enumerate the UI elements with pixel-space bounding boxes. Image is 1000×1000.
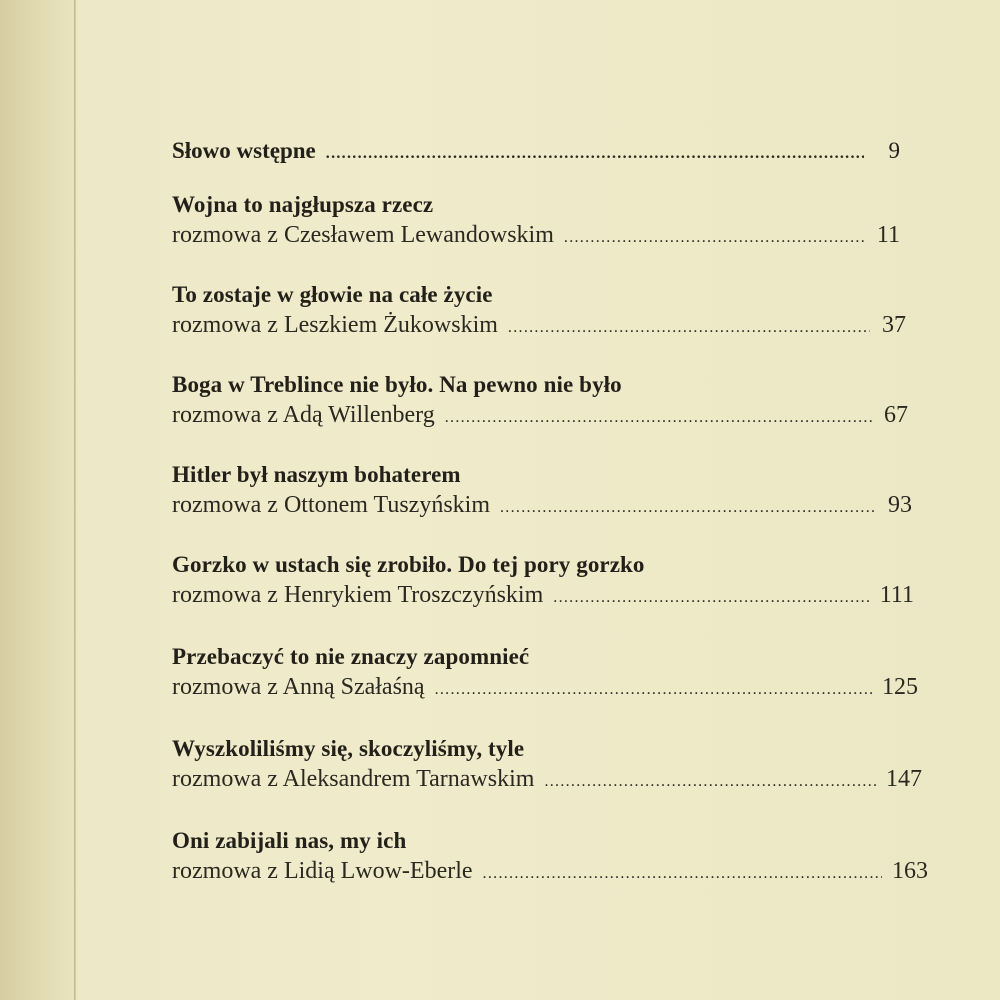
toc-entry — [172, 826, 928, 886]
toc-entry-line — [172, 400, 908, 430]
toc-entry-title: Wyszkoliliśmy się, skoczyliśmy, tyle — [172, 736, 525, 761]
toc-entry-page: 11 — [876, 222, 900, 248]
table-of-contents — [172, 134, 932, 884]
toc-entry-line — [172, 856, 928, 886]
toc-intro-line — [172, 136, 900, 166]
toc-entry-subtitle: rozmowa z Leszkiem Żukowskim — [172, 312, 498, 338]
toc-entry-subtitle: rozmowa z Anną Szałaśną — [172, 674, 425, 700]
toc-intro-title: Słowo wstępne — [172, 138, 316, 163]
leader-dots — [564, 223, 864, 253]
toc-intro-page: 9 — [888, 138, 900, 163]
toc-entry-line — [172, 220, 900, 250]
leader-dots — [544, 767, 876, 797]
toc-entry-subtitle: rozmowa z Adą Willenberg — [172, 402, 435, 428]
page-gutter — [0, 0, 76, 1000]
toc-entry-subtitle: rozmowa z Lidią Lwow-Eberle — [172, 858, 473, 884]
toc-entry-intro — [172, 136, 932, 166]
toc-entry — [172, 280, 906, 340]
leader-dots — [326, 139, 864, 169]
leader-dots — [508, 313, 870, 343]
toc-entry — [172, 370, 908, 430]
toc-entry-title: Oni zabijali nas, my ich — [172, 828, 407, 853]
toc-entry-title: Gorzko w ustach się zrobiło. Do tej pory gorzko — [172, 552, 645, 577]
toc-entry-title: Boga w Treblince nie było. Na pewno nie było — [172, 372, 622, 397]
toc-entry-line — [172, 764, 922, 794]
toc-entry-page: 67 — [884, 402, 908, 428]
toc-entry-line — [172, 490, 912, 520]
toc-entry-line — [172, 672, 918, 702]
toc-entry — [172, 460, 912, 520]
toc-entry — [172, 190, 900, 250]
toc-entry-page: 147 — [886, 766, 922, 792]
page-fold — [74, 0, 76, 1000]
toc-entry-title: Przebaczyć to nie znaczy zapomnieć — [172, 644, 530, 669]
toc-entry — [172, 734, 922, 794]
toc-entry-page: 125 — [882, 674, 918, 700]
toc-entry-title: To zostaje w głowie na całe życie — [172, 282, 493, 307]
toc-entry-page: 111 — [879, 582, 914, 608]
toc-entry-page: 93 — [888, 492, 912, 518]
toc-entry — [172, 642, 918, 702]
toc-entry-title: Wojna to najgłupsza rzecz — [172, 192, 434, 217]
toc-entry-subtitle: rozmowa z Ottonem Tuszyńskim — [172, 492, 490, 518]
toc-entry — [172, 550, 914, 610]
toc-entry-page: 163 — [892, 858, 928, 884]
toc-entry-subtitle: rozmowa z Aleksandrem Tarnawskim — [172, 766, 535, 792]
toc-entry-title: Hitler był naszym bohaterem — [172, 462, 461, 487]
toc-entry-line — [172, 580, 914, 610]
leader-dots — [500, 493, 876, 523]
leader-dots — [483, 859, 882, 889]
leader-dots — [435, 675, 872, 705]
leader-dots — [553, 583, 870, 613]
toc-entry-subtitle: rozmowa z Henrykiem Troszczyńskim — [172, 582, 544, 608]
leader-dots — [445, 403, 872, 433]
toc-entry-line — [172, 310, 906, 340]
toc-entry-subtitle: rozmowa z Czesławem Lewandowskim — [172, 222, 554, 248]
toc-entry-page: 37 — [882, 312, 906, 338]
